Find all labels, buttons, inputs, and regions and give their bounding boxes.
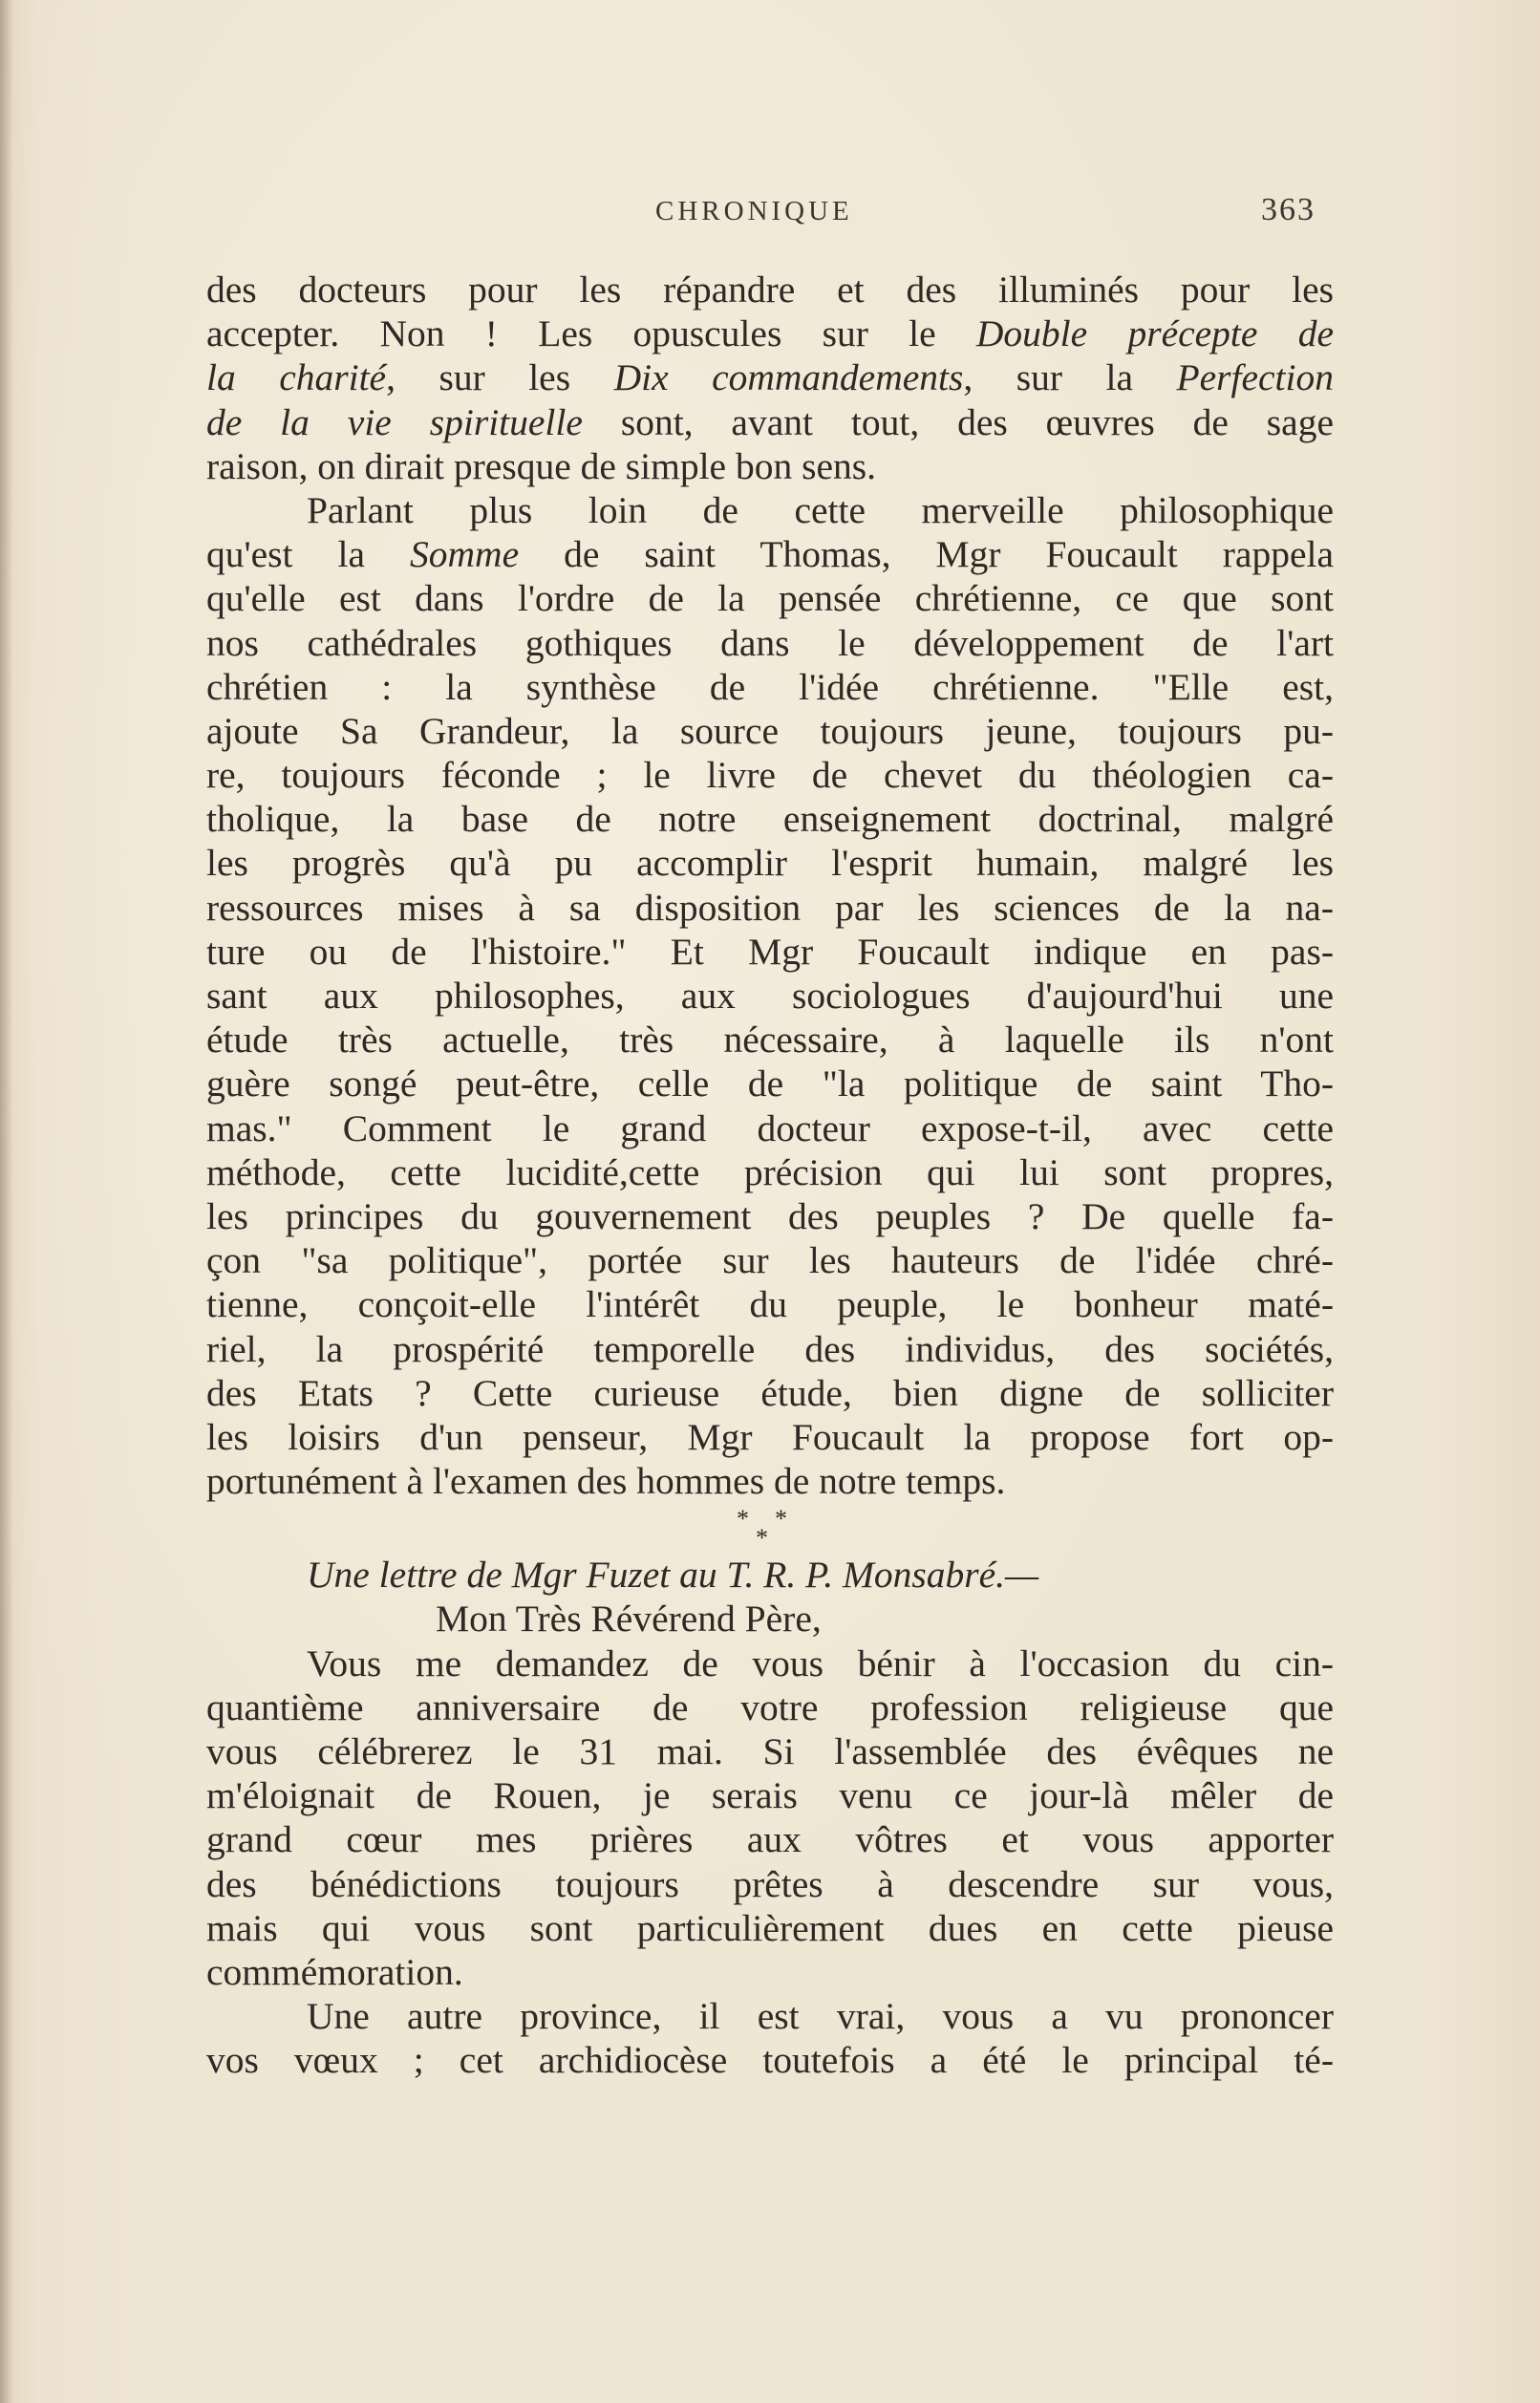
text-segment: sant aux philosophes, aux sociologues d'aujourd'hui une: [206, 975, 1334, 1017]
text-segment: chrétien : la synthèse de l'idée chrétienne. "Elle est,: [206, 665, 1334, 708]
separator-star: *: [737, 1505, 749, 1534]
running-title: CHRONIQUE: [655, 196, 853, 226]
text-segment: ressources mises à sa disposition par les sciences de la na-: [206, 886, 1334, 929]
text-segment: de la vie spirituelle: [206, 400, 583, 443]
text-segment: quantième anniversaire de votre profession religieuse que: [206, 1685, 1334, 1728]
text-line: [206, 400, 1334, 444]
text-line: [206, 797, 1334, 841]
text-segment: grand cœur mes prières aux vôtres et vous apporter: [206, 1818, 1334, 1861]
text-line: [206, 841, 1334, 885]
text-segment: des docteurs pour les répandre et des illuminés pour les: [206, 268, 1334, 311]
text-segment: Somme: [410, 533, 520, 576]
text-line: [206, 1371, 1334, 1415]
text-segment: ture ou de l'histoire." Et Mgr Foucault indique en pas-: [206, 930, 1334, 973]
text-segment: nos cathédrales gothiques dans le développement de l'art: [206, 621, 1334, 664]
text-line: [206, 886, 1334, 930]
text-line: [206, 621, 1334, 665]
text-line: [206, 1327, 1334, 1371]
text-line: [206, 1150, 1334, 1194]
text-segment: guère songé peut-être, celle de "la politique de saint Tho-: [206, 1062, 1334, 1105]
text-segment: portunément à l'examen des hommes de notre temps.: [206, 1460, 1006, 1503]
text-line: [206, 1282, 1334, 1326]
text-segment: les loisirs d'un penseur, Mgr Foucault la propose fort op-: [206, 1415, 1334, 1458]
text-line: [206, 311, 1334, 355]
text-segment: Une autre province, il est vrai, vous a vu prononcer: [307, 1995, 1334, 2038]
letter-heading: [206, 1553, 1334, 1597]
text-line: [206, 1906, 1334, 1950]
text-line: [206, 268, 1334, 311]
text-segment: la charité: [206, 356, 387, 399]
text-line: [206, 1415, 1334, 1459]
text-segment: tienne, conçoit-elle l'intérêt du peuple, le bonheur maté-: [206, 1283, 1334, 1326]
text-line: [206, 532, 1334, 576]
text-segment: Une lettre de Mgr Fuzet au T. R. P. Monsabré.—: [307, 1554, 1039, 1597]
separator-star: *: [756, 1524, 768, 1553]
text-line: [206, 1018, 1334, 1062]
text-segment: les progrès qu'à pu accomplir l'esprit humain, malgré les: [206, 842, 1334, 885]
text-line: [206, 753, 1334, 797]
text-segment: les principes du gouvernement des peuples ? De quelle fa-: [206, 1194, 1334, 1237]
text-segment: de saint Thomas, Mgr Foucault rappela: [519, 533, 1334, 576]
text-segment: étude très actuelle, très nécessaire, à laquelle ils n'ont: [206, 1019, 1334, 1062]
text-line: [206, 1773, 1334, 1817]
text-segment: , sur la: [963, 356, 1177, 399]
text-segment: sont, avant tout, des œuvres de sage: [582, 400, 1334, 443]
text-line: [206, 1062, 1334, 1105]
text-segment: , sur les: [386, 356, 614, 399]
text-segment: tholique, la base de notre enseignement doctrinal, malgré: [206, 798, 1334, 841]
text-line: [206, 355, 1334, 399]
text-line: [206, 1817, 1334, 1861]
text-segment: Double précepte de: [975, 312, 1334, 355]
text-line: [206, 1641, 1334, 1685]
text-segment: m'éloignait de Rouen, je serais venu ce jour-là mêler de: [206, 1774, 1334, 1817]
text-segment: vos vœux ; cet archidiocèse toutefois a été le principal té-: [206, 2039, 1334, 2082]
text-line: [206, 488, 1334, 532]
text-line: [206, 1994, 1334, 2038]
text-line: [206, 444, 1334, 488]
text-line: [206, 1194, 1334, 1238]
text-segment: accepter. Non ! Les opuscules sur le: [206, 312, 976, 355]
letter-salutation: [206, 1597, 1334, 1641]
text-line: [206, 576, 1334, 620]
text-line: [206, 1238, 1334, 1282]
text-segment: ajoute Sa Grandeur, la source toujours jeune, toujours pu-: [206, 709, 1334, 752]
separator-star: *: [775, 1505, 787, 1534]
text-segment: mais qui vous sont particulièrement dues en cette pieuse: [206, 1906, 1334, 1949]
text-segment: commémoration.: [206, 1950, 463, 1993]
text-segment: mas." Comment le grand docteur expose-t-il, avec cette: [206, 1106, 1334, 1149]
text-line: [206, 1106, 1334, 1150]
text-line: [206, 1685, 1334, 1729]
text-segment: méthode, cette lucidité,cette précision qui lui sont propres,: [206, 1150, 1334, 1193]
text-segment: Vous me demandez de vous bénir à l'occasion du cin-: [307, 1641, 1334, 1684]
text-segment: raison, on dirait presque de simple bon sens.: [206, 444, 876, 487]
text-line: [206, 1459, 1334, 1503]
text-segment: Perfection: [1176, 356, 1335, 399]
text-line: [206, 1950, 1334, 1994]
text-line: [206, 665, 1334, 709]
text-line: [206, 930, 1334, 974]
text-line: [206, 1862, 1334, 1906]
text-segment: riel, la prospérité temporelle des individus, des sociétés,: [206, 1327, 1334, 1370]
text-segment: Mon Très Révérend Père,: [436, 1598, 822, 1641]
text-segment: Dix commandements: [613, 356, 964, 399]
text-segment: qu'elle est dans l'ordre de la pensée chrétienne, ce que sont: [206, 577, 1334, 620]
text-line: [206, 974, 1334, 1018]
section-separator: [206, 1503, 1334, 1553]
page-number: 363: [1261, 192, 1315, 227]
binding-shadow: [0, 0, 13, 2403]
text-segment: Parlant plus loin de cette merveille philosophique: [307, 488, 1334, 531]
text-segment: re, toujours féconde ; le livre de chevet du théologien ca-: [206, 754, 1334, 797]
text-line: [206, 709, 1334, 753]
text-segment: des Etats ? Cette curieuse étude, bien digne de solliciter: [206, 1371, 1334, 1414]
body-text: [206, 268, 1334, 2083]
text-segment: qu'est la: [206, 533, 411, 576]
text-segment: çon "sa politique", portée sur les hauteurs de l'idée chré-: [206, 1239, 1334, 1282]
text-segment: des bénédictions toujours prêtes à descendre sur vous,: [206, 1862, 1334, 1905]
text-segment: vous célébrerez le 31 mai. Si l'assemblée des évêques ne: [206, 1730, 1334, 1772]
text-line: [206, 1729, 1334, 1773]
text-line: [206, 2038, 1334, 2082]
